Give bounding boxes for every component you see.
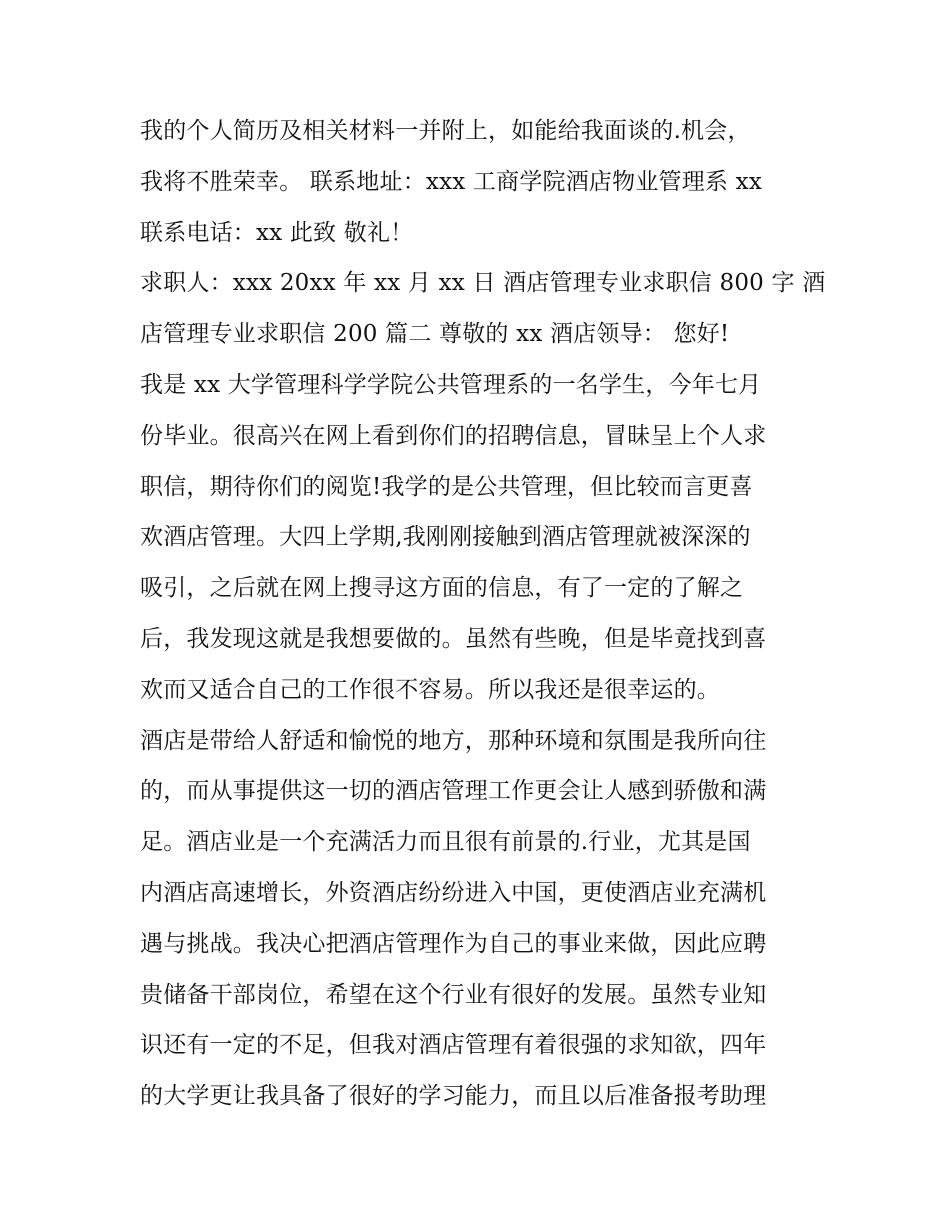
text-line: 我的个人简历及相关材料一并附上，如能给我面谈的.机会，	[140, 118, 751, 144]
text-line: 欢而又适合自己的工作很不容易。所以我还是很幸运的。	[140, 676, 720, 703]
text-line: 后，我发现这就是我想要做的。虽然有些晚，但是毕竟找到喜	[140, 625, 767, 652]
text-line: 的大学更让我具备了很好的学习能力，而且以后准备报考助理	[140, 1083, 767, 1110]
text-line: 内酒店高速增长，外资酒店纷纷进入中国，更使酒店业充满机	[140, 879, 767, 906]
text-line: 职信，期待你们的阅览!我学的是公共管理，但比较而言更喜	[140, 473, 753, 500]
text-line: 我是 xx 大学管理科学学院公共管理系的一名学生，今年七月	[140, 371, 762, 398]
text-line: 我将不胜荣幸。 联系地址：xxx 工商学院酒店物业管理系 xx	[140, 168, 762, 195]
text-line: 识还有一定的不足，但我对酒店管理有着很强的求知欲，四年	[140, 1032, 767, 1059]
text-line: 份毕业。很高兴在网上看到你们的招聘信息，冒昧呈上个人求	[140, 422, 767, 449]
text-line: 的，而从事提供这一切的酒店管理工作更会让人感到骄傲和满	[140, 778, 767, 805]
body-text	[140, 106, 826, 1122]
text-line: 吸引，之后就在网上搜寻这方面的信息，有了一定的了解之	[140, 575, 744, 602]
text-line: 店管理专业求职信 200 篇二 尊敬的 xx 酒店领导： 您好!	[140, 321, 730, 348]
text-line: 求职人：xxx 20xx 年 xx 月 xx 日 酒店管理专业求职信 800 字 酒	[140, 270, 826, 297]
text-line: 贵储备干部岗位，希望在这个行业有很好的发展。虽然专业知	[140, 981, 767, 1008]
text-line: 欢酒店管理。大四上学期,我刚刚接触到酒店管理就被深深的	[140, 524, 751, 551]
text-line: 联系电话：xx 此致 敬礼！	[140, 219, 414, 246]
text-line: 遇与挑战。我决心把酒店管理作为自己的事业来做，因此应聘	[140, 930, 767, 957]
text-line: 足。酒店业是一个充满活力而且很有前景的.行业，尤其是国	[140, 829, 751, 856]
text-line: 酒店是带给人舒适和愉悦的地方，那种环境和氛围是我所向往	[140, 727, 767, 754]
